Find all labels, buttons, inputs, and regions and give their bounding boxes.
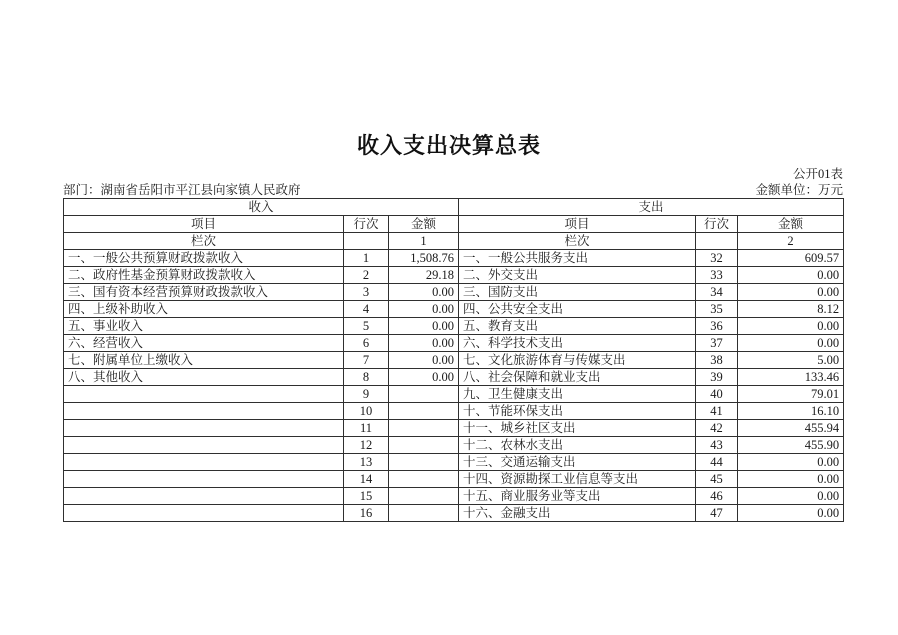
expense-item-header: 项目 (459, 216, 696, 233)
expense-amount-cell: 609.57 (738, 250, 844, 267)
expense-item-cell: 十一、城乡社区支出 (459, 420, 696, 437)
expense-item-cell: 十二、农林水支出 (459, 437, 696, 454)
expense-amount-cell: 0.00 (738, 471, 844, 488)
expense-rowno-cell: 42 (696, 420, 738, 437)
expense-item-cell: 四、公共安全支出 (459, 301, 696, 318)
table-row (64, 505, 844, 522)
income-item-cell: 六、经营收入 (64, 335, 344, 352)
income-amount-cell: 0.00 (389, 301, 459, 318)
expense-col-index: 2 (738, 233, 844, 250)
table-row (64, 318, 844, 335)
income-rowno-cell: 3 (344, 284, 389, 301)
meta-line (63, 180, 843, 198)
income-rowno-cell: 11 (344, 420, 389, 437)
expense-amount-cell: 0.00 (738, 335, 844, 352)
income-rowno-header: 行次 (344, 216, 389, 233)
income-amount-cell: 0.00 (389, 352, 459, 369)
income-item-cell (64, 403, 344, 420)
column-header-row (64, 216, 844, 233)
income-rowno-cell: 4 (344, 301, 389, 318)
budget-table-body (64, 199, 844, 522)
expense-item-cell: 三、国防支出 (459, 284, 696, 301)
income-amount-cell: 0.00 (389, 318, 459, 335)
expense-amount-cell: 133.46 (738, 369, 844, 386)
income-amount-cell (389, 386, 459, 403)
table-row (64, 301, 844, 318)
expense-item-cell: 十、节能环保支出 (459, 403, 696, 420)
income-amount-cell (389, 403, 459, 420)
income-rowno-cell: 2 (344, 267, 389, 284)
expense-amount-header: 金额 (738, 216, 844, 233)
table-row (64, 352, 844, 369)
income-rowno-cell: 1 (344, 250, 389, 267)
expense-rowno-cell: 32 (696, 250, 738, 267)
expense-rowno-cell: 37 (696, 335, 738, 352)
table-row (64, 471, 844, 488)
income-section-header: 收入 (64, 199, 459, 216)
expense-amount-cell: 455.94 (738, 420, 844, 437)
table-row (64, 437, 844, 454)
expense-amount-cell: 455.90 (738, 437, 844, 454)
table-row (64, 369, 844, 386)
income-amount-cell (389, 420, 459, 437)
income-item-cell: 一、一般公共预算财政拨款收入 (64, 250, 344, 267)
expense-item-cell: 九、卫生健康支出 (459, 386, 696, 403)
income-rowno-cell: 16 (344, 505, 389, 522)
table-row (64, 284, 844, 301)
income-item-cell: 三、国有资本经营预算财政拨款收入 (64, 284, 344, 301)
income-amount-cell (389, 505, 459, 522)
section-header-row (64, 199, 844, 216)
expense-rowno-cell: 33 (696, 267, 738, 284)
expense-rowno-cell: 38 (696, 352, 738, 369)
expense-item-cell: 二、外交支出 (459, 267, 696, 284)
unit-label: 金额单位：万元 (755, 183, 843, 197)
income-amount-cell (389, 488, 459, 505)
income-item-cell (64, 386, 344, 403)
income-index-label: 栏次 (64, 233, 344, 250)
income-item-cell (64, 437, 344, 454)
income-amount-cell (389, 471, 459, 488)
column-index-row (64, 233, 844, 250)
income-rowno-cell: 14 (344, 471, 389, 488)
income-item-cell: 八、其他收入 (64, 369, 344, 386)
expense-item-cell: 十四、资源勘探工业信息等支出 (459, 471, 696, 488)
income-rowno-cell: 8 (344, 369, 389, 386)
page-title: 收入支出决算总表 (356, 133, 541, 158)
expense-index-label: 栏次 (459, 233, 696, 250)
income-rowno-cell: 7 (344, 352, 389, 369)
expense-amount-cell: 0.00 (738, 267, 844, 284)
expense-amount-cell: 79.01 (738, 386, 844, 403)
income-item-cell: 四、上级补助收入 (64, 301, 344, 318)
income-amount-cell (389, 454, 459, 471)
expense-amount-cell: 0.00 (738, 505, 844, 522)
income-rowno-cell: 15 (344, 488, 389, 505)
expense-item-cell: 一、一般公共服务支出 (459, 250, 696, 267)
expense-rowno-cell: 45 (696, 471, 738, 488)
income-rowno-cell: 10 (344, 403, 389, 420)
income-item-cell (64, 488, 344, 505)
income-rowno-cell: 5 (344, 318, 389, 335)
income-item-cell (64, 471, 344, 488)
income-item-cell (64, 454, 344, 471)
income-rowno-cell: 6 (344, 335, 389, 352)
expense-rowno-cell: 34 (696, 284, 738, 301)
table-row (64, 386, 844, 403)
department-label: 部门：湖南省岳阳市平江县向家镇人民政府 (63, 183, 301, 197)
expense-amount-cell: 8.12 (738, 301, 844, 318)
expense-rowno-cell: 46 (696, 488, 738, 505)
table-row (64, 454, 844, 471)
expense-amount-cell: 5.00 (738, 352, 844, 369)
budget-table (63, 198, 844, 522)
income-amount-cell (389, 437, 459, 454)
expense-amount-cell: 16.10 (738, 403, 844, 420)
income-col-index: 1 (389, 233, 459, 250)
expense-rowno-cell: 41 (696, 403, 738, 420)
expense-rowno-cell: 35 (696, 301, 738, 318)
income-item-header: 项目 (64, 216, 344, 233)
expense-item-cell: 六、科学技术支出 (459, 335, 696, 352)
income-item-cell: 五、事业收入 (64, 318, 344, 335)
expense-item-cell: 五、教育支出 (459, 318, 696, 335)
income-rowno-cell: 13 (344, 454, 389, 471)
expense-index-empty (696, 233, 738, 250)
income-amount-header: 金额 (389, 216, 459, 233)
expense-amount-cell: 0.00 (738, 488, 844, 505)
expense-rowno-cell: 39 (696, 369, 738, 386)
expense-item-cell: 十五、商业服务业等支出 (459, 488, 696, 505)
table-row (64, 250, 844, 267)
expense-section-header: 支出 (459, 199, 844, 216)
income-item-cell: 二、政府性基金预算财政拨款收入 (64, 267, 344, 284)
table-row (64, 267, 844, 284)
table-row (64, 488, 844, 505)
expense-rowno-cell: 44 (696, 454, 738, 471)
table-code: 公开01表 (792, 167, 843, 181)
income-index-empty (344, 233, 389, 250)
expense-amount-cell: 0.00 (738, 318, 844, 335)
income-item-cell (64, 420, 344, 437)
income-amount-cell: 29.18 (389, 267, 459, 284)
table-row (64, 403, 844, 420)
table-row (64, 420, 844, 437)
income-item-cell: 七、附属单位上缴收入 (64, 352, 344, 369)
income-amount-cell: 0.00 (389, 284, 459, 301)
income-amount-cell: 0.00 (389, 369, 459, 386)
table-row (64, 335, 844, 352)
expense-item-cell: 八、社会保障和就业支出 (459, 369, 696, 386)
expense-item-cell: 十六、金融支出 (459, 505, 696, 522)
expense-rowno-cell: 40 (696, 386, 738, 403)
income-rowno-cell: 12 (344, 437, 389, 454)
expense-rowno-cell: 36 (696, 318, 738, 335)
income-amount-cell: 0.00 (389, 335, 459, 352)
expense-item-cell: 七、文化旅游体育与传媒支出 (459, 352, 696, 369)
expense-rowno-cell: 47 (696, 505, 738, 522)
income-item-cell (64, 505, 344, 522)
expense-item-cell: 十三、交通运输支出 (459, 454, 696, 471)
expense-rowno-cell: 43 (696, 437, 738, 454)
expense-amount-cell: 0.00 (738, 284, 844, 301)
income-amount-cell: 1,508.76 (389, 250, 459, 267)
income-rowno-cell: 9 (344, 386, 389, 403)
expense-amount-cell: 0.00 (738, 454, 844, 471)
expense-rowno-header: 行次 (696, 216, 738, 233)
